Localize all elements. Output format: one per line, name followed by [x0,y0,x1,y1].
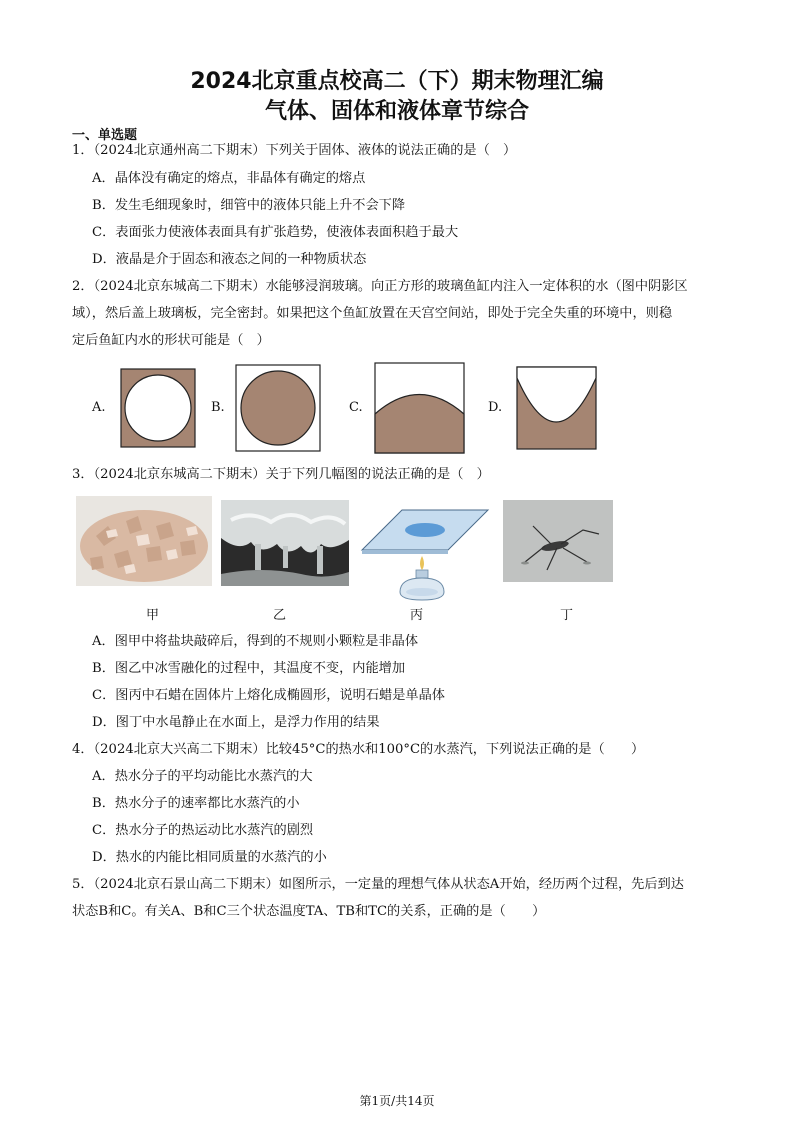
option-d-label: D. [488,400,503,415]
tank-diagram-a [120,368,196,448]
caption-yi: 乙 [273,608,287,623]
caption-jia: 甲 [146,608,160,623]
question-2-stem-line3: 定后鱼缸内水的形状可能是（ ） [72,333,270,348]
question-1-stem: 1．（2024北京通州高二下期末）下列关于固体、液体的说法正确的是（ ） [72,143,517,158]
caption-ding: 丁 [560,608,574,623]
question-1-option-d: D．液晶是介于固态和液态之间的一种物质状态 [92,252,367,267]
option-a-label: A. [92,400,106,415]
question-3-option-c: C．图丙中石蜡在固体片上熔化成椭圆形，说明石蜡是单晶体 [92,688,445,703]
water-strider-photo [503,500,613,582]
tank-diagram-b [235,364,321,452]
page-footer: 第1页/共14页 [359,1094,435,1108]
ice-snow-photo [221,500,349,586]
salt-crystals-photo [76,496,212,586]
question-4-option-b: B．热水分子的速率都比水蒸汽的小 [92,796,300,811]
section-heading: 一、单选题 [72,128,138,143]
option-b-label: B. [211,400,225,415]
question-2-stem-line1: 2．（2024北京东城高二下期末）水能够浸润玻璃。向正方形的玻璃鱼缸内注入一定体积的水（图中阴影区 [72,279,688,294]
question-3-option-d: D．图丁中水黾静止在水面上，是浮力作用的结果 [92,715,380,730]
question-4-option-d: D．热水的内能比相同质量的水蒸汽的小 [92,850,327,865]
question-2-stem-line2: 域），然后盖上玻璃板，完全密封。如果把这个鱼缸放置在天宫空间站，即处于完全失重的环境中，则稳 [72,306,673,321]
tank-diagram-d [516,366,597,450]
question-1-option-b: B．发生毛细现象时，细管中的液体只能上升不会下降 [92,198,406,213]
caption-bing: 丙 [410,608,424,623]
question-4-option-c: C．热水分子的热运动比水蒸汽的剧烈 [92,823,314,838]
question-3-option-b: B．图乙中冰雪融化的过程中，其温度不变，内能增加 [92,661,406,676]
page-title: 2024北京重点校高二（下）期末物理汇编 [190,69,604,94]
question-1-option-a: A．晶体没有确定的熔点，非晶体有确定的熔点 [92,171,366,186]
glass-plate-lamp-diagram [358,496,492,604]
question-1-option-c: C．表面张力使液体表面具有扩张趋势，使液体表面积趋于最大 [92,225,459,240]
question-3-option-a: A．图甲中将盐块敲碎后，得到的不规则小颗粒是非晶体 [92,634,419,649]
tank-a-bubble [125,375,191,441]
page-subtitle: 气体、固体和液体章节综合 [264,99,529,124]
question-5-stem-line1: 5．（2024北京石景山高二下期末）如图所示，一定量的理想气体从状态A开始，经历两个过程，先后到达 [72,877,684,892]
tank-diagram-c [374,362,465,454]
tank-b-water [241,371,315,445]
question-5-stem-line2: 状态B和C。有关A、B和C三个状态温度TA、TB和TC的关系，正确的是（ ） [72,904,546,919]
question-4-stem: 4．（2024北京大兴高二下期末）比较45°C的热水和100°C的水蒸汽，下列说法正确的是（ ） [72,742,645,757]
question-4-option-a: A．热水分子的平均动能比水蒸汽的大 [92,769,313,784]
question-3-stem: 3．（2024北京东城高二下期末）关于下列几幅图的说法正确的是（ ） [72,467,490,482]
option-c-label: C. [349,400,363,415]
